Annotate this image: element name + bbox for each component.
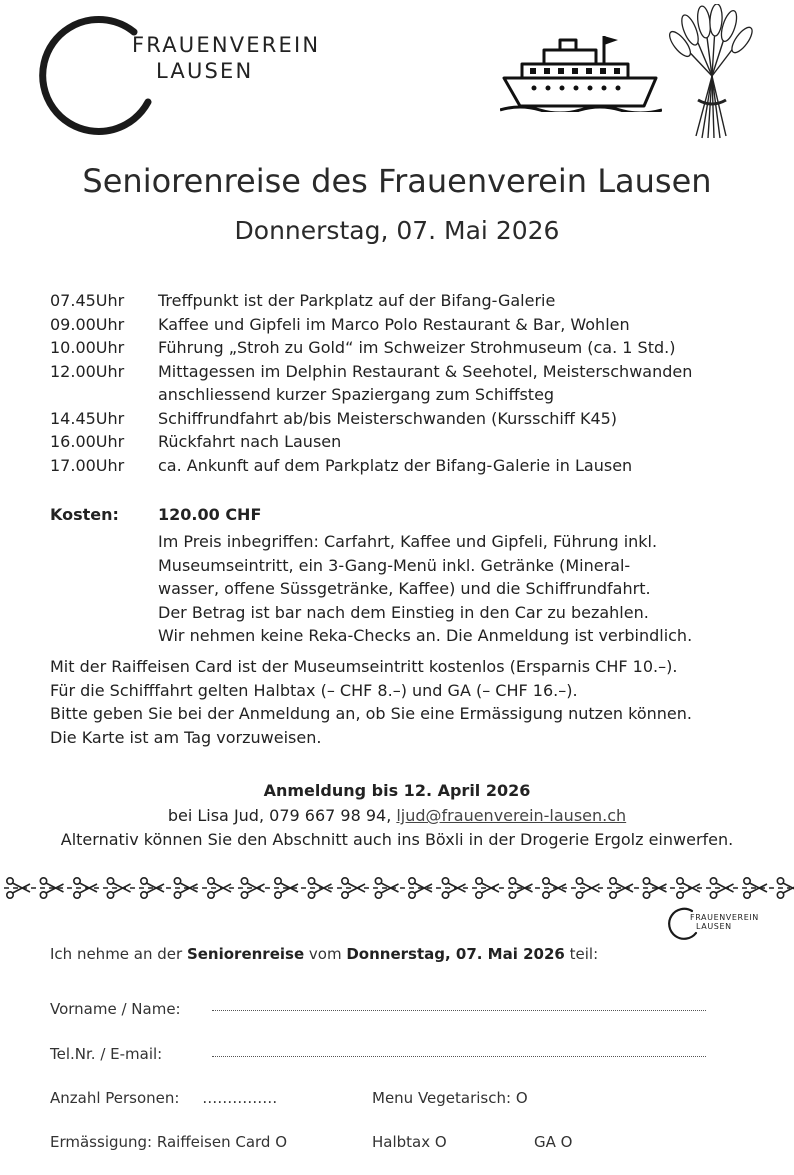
- persons-label: Anzahl Personen:: [50, 1089, 180, 1107]
- raiffeisen-option[interactable]: Ermässigung: Raiffeisen Card O: [50, 1133, 288, 1151]
- registration-contact: [0, 806, 794, 825]
- schedule-time: 14.45Uhr: [50, 408, 125, 428]
- schedule-row: [50, 360, 692, 407]
- intro-text: Ich nehme an der: [50, 945, 187, 963]
- costs-label: Kosten:: [50, 505, 119, 524]
- schedule: [50, 289, 692, 477]
- form-intro: [50, 945, 598, 963]
- ship-icon: [500, 26, 662, 112]
- mini-logo-line1: FRAUENVEREIN: [690, 913, 759, 922]
- schedule-row: [50, 407, 692, 431]
- scissors-cut-line: [0, 872, 794, 902]
- note-line: Mit der Raiffeisen Card ist der Museumseintritt kostenlos (Ersparnis CHF 10.–).: [50, 657, 678, 676]
- event-date: Donnerstag, 07. Mai 2026: [234, 216, 560, 245]
- scissors-icon: [710, 878, 733, 898]
- costs-line: Museumseintritt, ein 3-Gang-Menü inkl. Getränke (Mineral-: [158, 555, 631, 575]
- schedule-row: [50, 430, 692, 454]
- ga-option[interactable]: GA O: [534, 1133, 573, 1151]
- note-line: Bitte geben Sie bei der Anmeldung an, ob Sie eine Ermässigung nutzen können.: [50, 704, 692, 723]
- notes: [50, 655, 692, 749]
- intro-event: Seniorenreise: [186, 945, 305, 963]
- schedule-time: 09.00Uhr: [50, 314, 125, 334]
- schedule-time: 10.00Uhr: [50, 338, 125, 357]
- costs-details: [158, 530, 692, 648]
- vegetarian-option[interactable]: Menu Vegetarisch: O: [372, 1089, 528, 1107]
- note-line: Die Karte ist am Tag vorzuweisen.: [50, 727, 322, 747]
- scissors-icon: [342, 878, 365, 898]
- schedule-time: 17.00Uhr: [50, 455, 125, 475]
- schedule-desc: Mittagessen im Delphin Restaurant & Seehotel, Meisterschwanden: [158, 361, 693, 381]
- persons-field[interactable]: [50, 1089, 277, 1107]
- scissors-icon: [241, 878, 264, 898]
- registration-deadline: Anmeldung bis 12. April 2026: [263, 781, 531, 800]
- scissors-icon: [107, 878, 130, 898]
- contact-text: bei Lisa Jud, 079 667 98 94,: [167, 806, 397, 825]
- costs-line: Im Preis inbegriffen: Carfahrt, Kaffee und Gipfeli, Führung inkl.: [158, 532, 658, 551]
- schedule-row: [50, 313, 692, 337]
- scissors-icon: [576, 878, 599, 898]
- tel-field[interactable]: [212, 1056, 706, 1057]
- note-line: Für die Schifffahrt gelten Halbtax (– CHF 8.–) und GA (– CHF 16.–).: [50, 680, 578, 700]
- schedule-desc: Treffpunkt ist der Parkplatz auf der Bifang-Galerie: [158, 291, 556, 310]
- schedule-row: [50, 336, 692, 360]
- costs-line: Wir nehmen keine Reka-Checks an. Die Anmeldung ist verbindlich.: [158, 626, 693, 645]
- wheat-icon: [660, 4, 764, 142]
- costs-line: Der Betrag ist bar nach dem Einstieg in den Car zu bezahlen.: [158, 602, 649, 622]
- schedule-desc: ca. Ankunft auf dem Parkplatz der Bifang-Galerie in Lausen: [158, 455, 633, 475]
- intro-text: teil:: [564, 945, 599, 963]
- name-field-label: Vorname / Name:: [50, 1000, 181, 1018]
- mini-logo-line2: LAUSEN: [696, 922, 732, 931]
- schedule-desc: Führung „Stroh zu Gold“ im Schweizer Strohmuseum (ca. 1 Std.): [158, 338, 676, 357]
- registration-alternative: Alternativ können Sie den Abschnitt auch ins Böxli in der Drogerie Ergolz einwerfen.: [60, 830, 734, 849]
- logo-text-line1: FRAUENVEREIN: [132, 33, 321, 57]
- intro-date: Donnerstag, 07. Mai 2026: [346, 945, 565, 963]
- scissors-icon: [476, 878, 499, 898]
- schedule-row: [50, 454, 692, 478]
- schedule-desc: Schiffrundfahrt ab/bis Meisterschwanden (Kursschiff K45): [158, 408, 618, 428]
- schedule-time: 16.00Uhr: [50, 432, 125, 451]
- name-field[interactable]: [212, 1010, 706, 1011]
- schedule-desc: Rückfahrt nach Lausen: [158, 432, 342, 451]
- logo-text-line2: LAUSEN: [156, 59, 254, 83]
- page-title: Seniorenreise des Frauenverein Lausen: [82, 162, 712, 200]
- email-link[interactable]: ljud@frauenverein-lausen.ch: [396, 806, 627, 825]
- halbtax-option[interactable]: Halbtax O: [372, 1133, 447, 1151]
- schedule-desc: Kaffee und Gipfeli im Marco Polo Restaurant & Bar, Wohlen: [158, 314, 630, 334]
- mini-logo: [666, 905, 762, 941]
- persons-dots: ……………: [202, 1089, 278, 1107]
- tel-field-label: Tel.Nr. / E-mail:: [50, 1045, 163, 1063]
- schedule-time: 07.45Uhr: [50, 291, 125, 310]
- intro-text: vom: [304, 945, 347, 963]
- schedule-desc-continued: anschliessend kurzer Spaziergang zum Schiffsteg: [158, 385, 555, 404]
- logo-ring: [30, 10, 166, 138]
- costs-amount: 120.00 CHF: [158, 505, 262, 524]
- schedule-row: [50, 289, 692, 313]
- costs-line: wasser, offene Süssgetränke, Kaffee) und die Schiffrundfahrt.: [158, 579, 651, 598]
- schedule-time: 12.00Uhr: [50, 361, 125, 381]
